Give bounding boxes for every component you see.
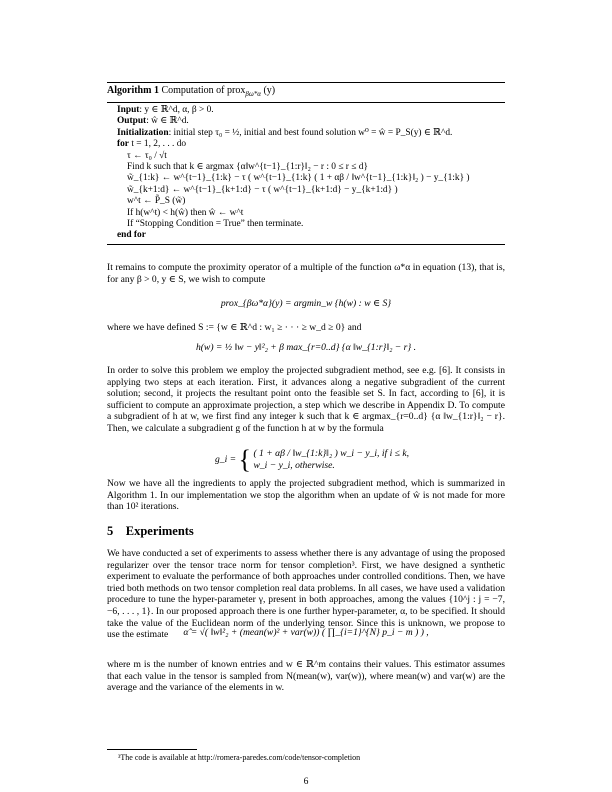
eq3-lhs: g_i = <box>215 454 237 466</box>
algorithm-keyword: Initialization <box>117 127 169 138</box>
paragraph-1: It remains to compute the proximity operator of a multiple of the function ω*α in equation (13), that is, for any β > 0, y ∈ S, we wish to compute <box>107 262 505 285</box>
algorithm-title-sub: βω*α <box>245 90 261 98</box>
algorithm-line-text: If h(w^t) < h(ŵ) then ŵ ← w^t <box>127 207 244 218</box>
algorithm-line <box>117 162 505 173</box>
algorithm-keyword: end for <box>117 230 146 241</box>
algorithm-line <box>117 219 505 230</box>
algorithm-title <box>107 83 505 103</box>
algorithm-line-text: : ŵ ∈ ℝ^d. <box>146 116 189 127</box>
paragraph-2: where we have defined S := {w ∈ ℝ^d : w₁ ≥ · · · ≥ w_d ≥ 0} and <box>107 322 362 333</box>
equation-prox: prox_{βω*α}(y) = argmin_w {h(w) : w ∈ S} <box>220 298 392 309</box>
algorithm-line-text: w̃_{k+1:d} ← w^{t−1}_{k+1:d} − τ ( w^{t−1}_{k+1:d} − y_{k+1:d} ) <box>127 184 398 195</box>
algorithm-title-arg: (y) <box>263 85 276 96</box>
equation-subgradient: g_i = { ( 1 + αβ / ‖w_{1:k}‖₂ ) w_i − y_i, if i ≤ k, w_i − y_i, otherwise. <box>215 445 409 474</box>
footnote-rule <box>107 749 197 750</box>
equation-h: h(w) = ½ ‖w − y‖²₂ + β max_{r=0..d} {α ‖w_{1:r}‖₂ − r} . <box>195 342 417 353</box>
algorithm-line <box>117 116 505 127</box>
paragraph-6: where m is the number of known entries and w ∈ ℝ^m contains their values. This estimator assumes that each value in the tensor is sampled from N(mean(w), var(w)), where mean(w) and var(w) are the average and the variance of the elements in w. <box>107 659 505 694</box>
algorithm-line-text: Find k such that k ∈ argmax {α‖w^{t−1}_{1:r}‖₂ − r : 0 ≤ r ≤ d} <box>127 162 368 173</box>
algorithm-line-text: : y ∈ ℝ^d, α, β > 0. <box>139 105 214 115</box>
algorithm-line-text: w̃_{1:k} ← w^{t−1}_{1:k} − τ ( w^{t−1}_{1:k} ( 1 + αβ / ‖w^{t−1}_{1:k}‖₂ ) − y_{1:k} ) <box>127 173 470 184</box>
footnote: ³The code is available at http://romera-paredes.com/code/tensor-completion <box>118 753 361 762</box>
algorithm-line <box>117 208 505 219</box>
algorithm-line <box>117 185 505 196</box>
section-number: 5 <box>107 524 114 538</box>
algorithm-line-text: t = 1, 2, . . . do <box>128 139 187 150</box>
paragraph-4: Now we have all the ingredients to apply the projected subgradient method, which is summarized in Algorithm 1. In our implementation we stop the algorithm when an update of ŵ is not made for more than 10² iterations. <box>107 478 505 513</box>
algorithm-label: Algorithm 1 <box>107 85 159 96</box>
algorithm-line <box>117 139 505 150</box>
algorithm-keyword: Input <box>117 105 140 115</box>
algorithm-keyword: Output <box>117 116 147 127</box>
paragraph-3: In order to solve this problem we employ the projected subgradient method, see e.g. [6]. It consists in applying two steps at each iteration. First, it advances along a negative subgradient of the current solution; second, it projects the resultant point onto the feasible set S. In fact, according to [6], it is sufficient to compute an approximate projection, a step which we describe in Appendix D. To compute a subgradient of h at w, we first find any integer k such that k ∈ argmax_{r=0..d} {α ‖w_{1:r}‖₂ − r}. Then, we calculate a subgradient g of the function h at w by the formula <box>107 365 505 434</box>
algorithm-line <box>117 196 505 207</box>
eq3-row2: w_i − y_i, otherwise. <box>253 460 335 471</box>
eq3-row1: ( 1 + αβ / ‖w_{1:k}‖₂ ) w_i − y_i, if i ≤ k, <box>253 448 409 459</box>
algorithm-line-text: τ ← τ₀ / √t <box>127 150 167 161</box>
algorithm-line <box>117 230 505 241</box>
equation-alpha-hat <box>107 627 505 639</box>
algorithm-body <box>107 103 505 244</box>
algorithm-line <box>117 128 505 139</box>
section-heading <box>107 524 194 539</box>
page-number: 6 <box>303 776 309 787</box>
algorithm-line <box>117 173 505 184</box>
paragraph-5: We have conducted a set of experiments to assess whether there is any advantage of using the proposed regularizer over the tensor trace norm for tensor completion³. First, we have designed a synthetic experiment to evaluate the performance of both approaches under controlled conditions. Then, we have tried both methods on two tensor completion real data problems. In all cases, we have used a validation procedure to tune the hyper-parameter γ, present in both approaches, among the values {10^j : j = −7, −6, . . . , 1}. In our proposed approach there is one further hyper-parameter, α, to be specified. It should take the value of the Euclidean norm of the underlying tensor. Since this is unknown, we propose to use the estimate <box>107 548 505 641</box>
algorithm-keyword: for <box>117 139 129 150</box>
algorithm-title-text: Computation of prox <box>161 85 246 96</box>
section-title: Experiments <box>125 524 194 538</box>
algorithm-line <box>117 151 505 162</box>
algorithm-line-text: : initial step τ₀ = ½, initial and best found solution w⁰ = ŵ = P_S(y) ∈ ℝ^d. <box>168 127 453 138</box>
eq4-text: α̂ = √( ‖w‖²₂ + (mean(w)² + var(w)) ( ∏_{i=1}^{N} p_i − m ) ) , <box>183 627 429 638</box>
algorithm-box <box>107 82 505 245</box>
algorithm-line-text: If “Stopping Condition = True” then terminate. <box>127 219 304 230</box>
algorithm-line <box>117 105 505 116</box>
algorithm-line-text: w^t ← P̃_S (w̃) <box>127 196 186 207</box>
